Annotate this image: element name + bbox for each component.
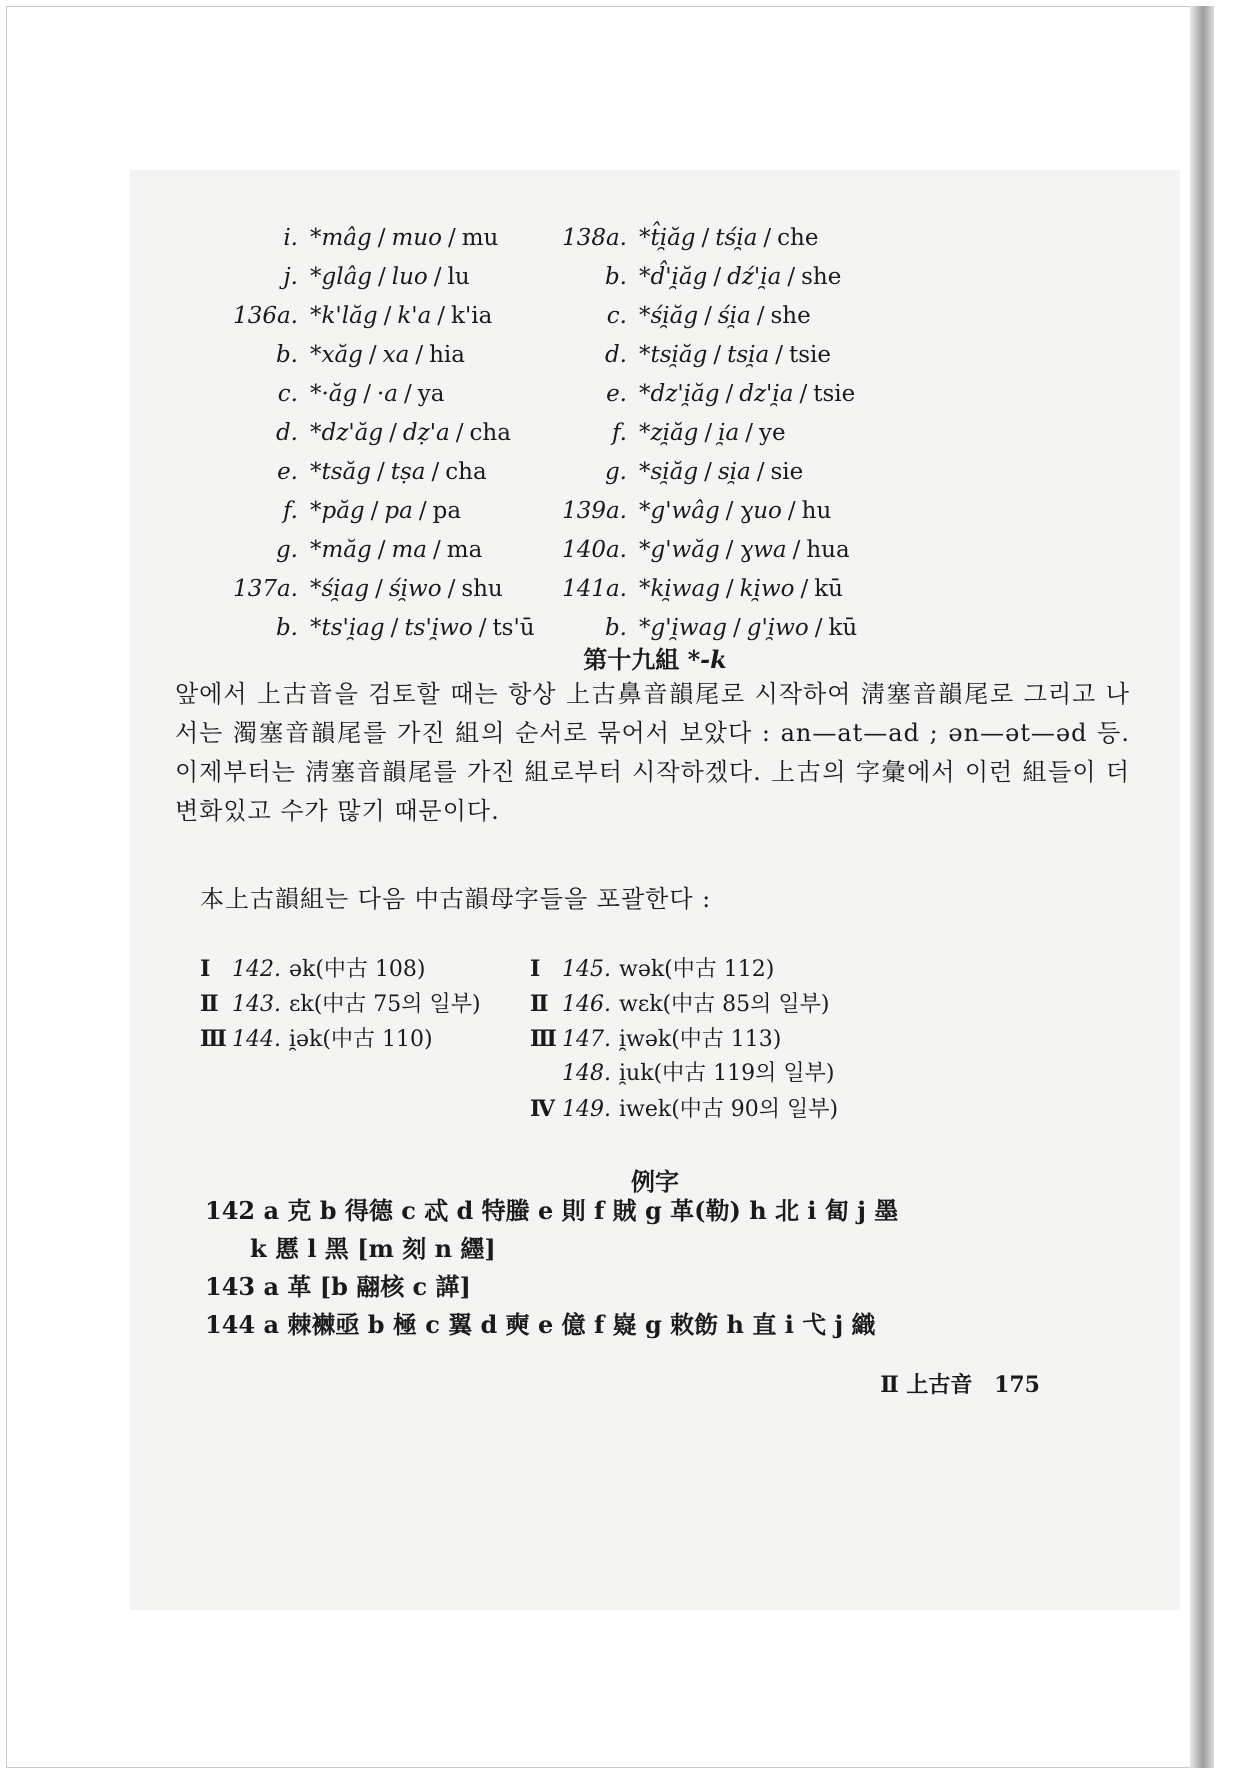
modern-form: sie [770,459,804,485]
ancient-form: g'i̯wo [746,615,809,641]
section-title-rec: *-k [687,645,727,674]
slash-separator: / [415,342,424,368]
final-text: ək(中古 108) [288,957,426,982]
slash-separator: / [725,381,734,407]
slash-separator: / [377,537,386,563]
archaic-form: *mâg [310,225,372,251]
page-edge-shadow [1190,6,1214,1768]
slash-separator: / [704,459,712,485]
archaic-form: *si̯ăg [639,459,699,485]
rhyme-final-item [200,1022,433,1056]
slash-separator: / [390,615,399,641]
final-number: 146. [562,992,611,1017]
entry-label: g. [604,459,627,485]
slash-separator: / [363,381,371,407]
modern-form: kū [828,615,858,641]
slash-separator: / [375,576,383,602]
ancient-form: luo [391,264,428,290]
slash-separator: / [377,225,386,251]
modern-form: pa [432,498,462,524]
slash-separator: / [725,537,734,563]
rhyme-final-item [530,952,774,986]
modern-form: shu [461,576,503,602]
entry-label: d. [604,342,627,368]
slash-separator: / [478,615,487,641]
archaic-form: *ts'i̯ag [310,615,385,641]
reconstruction-entry [170,298,492,334]
slash-separator: / [787,264,796,290]
entry-label: f. [611,420,627,446]
entry-label: 137a. [233,576,298,602]
ancient-form: ma [391,537,428,563]
final-text: iwek(中古 90의 일부) [618,1097,839,1122]
archaic-form: *śi̯ag [310,576,370,602]
entry-label: c. [606,303,627,329]
slash-separator: / [701,225,710,251]
rhyme-final-item [200,987,481,1021]
slash-separator: / [431,459,440,485]
slash-separator: / [370,498,379,524]
reconstruction-entry [170,454,487,490]
ancient-form: muo [391,225,442,251]
ancient-form: ts'i̯wo [404,615,473,641]
archaic-form: *g'i̯wag [639,615,728,641]
archaic-form: *ki̯wag [639,576,720,602]
modern-form: ts'ū [492,615,535,641]
reconstruction-entry [535,220,818,256]
reconstruction-entry [535,259,841,295]
modern-form: k'ia [451,303,493,329]
entry-label: b. [604,615,627,641]
archaic-form: *·ăg [310,381,358,407]
division-marker: Ⅲ [200,1026,227,1052]
final-text: wɛk(中古 85의 일부) [618,992,830,1017]
slash-separator: / [433,264,442,290]
slash-separator: / [368,342,377,368]
modern-form: tsie [813,381,856,407]
reconstruction-entry [170,532,482,568]
modern-form: tsie [788,342,831,368]
archaic-form: *tsi̯ăg [639,342,708,368]
rhyme-final-item [530,1092,838,1126]
archaic-form: *păg [310,498,365,524]
modern-form: hua [806,537,850,563]
ancient-form: dẓ'a [402,420,450,446]
entry-label: c. [277,381,298,407]
modern-form: cha [445,459,487,485]
final-number: 149. [562,1097,611,1122]
slash-separator: / [389,420,397,446]
example-line-143: 143 a 革 [b 翮核 c 諽] [205,1272,471,1301]
slash-separator: / [800,576,809,602]
reconstruction-entry [535,571,843,607]
section-title-han: 第十九組 [583,645,680,674]
book-page [130,170,1180,1610]
body-paragraph: 앞에서 上古音을 검토할 때는 항상 上古鼻音韻尾로 시작하여 淸塞音韻尾로 그리고 나서는 濁塞音韻尾를 가진 組의 순서로 묶어서 보았다 : an—at—ad ; ən—ət—əd 등. 이제부터는 淸塞音韻尾를 가진 組로부터 시작하겠다. 上古의 字彙에서 이런 組들이 더 변화있고 수가 많기 때문이다. [175,680,1130,825]
final-number: 142. [232,957,281,982]
slash-separator: / [787,498,796,524]
section-heading [130,640,1180,675]
slash-separator: / [447,576,456,602]
slash-separator: / [713,264,722,290]
ancient-form: si̯a [717,459,751,485]
archaic-form: *dz'i̯ăg [639,381,720,407]
reconstruction-entry [535,493,831,529]
division-marker: Ⅱ [530,991,549,1017]
entry-label: 136a. [233,303,298,329]
entry-label: 140a. [562,537,627,563]
final-text: ɛk(中古 75의 일부) [288,992,481,1017]
slash-separator: / [775,342,783,368]
slash-separator: / [792,537,801,563]
modern-form: ya [417,381,445,407]
archaic-form: *dz'ăg [310,420,384,446]
page-footer [880,1368,1040,1399]
reconstruction-entry [535,337,831,373]
archaic-form: *t̂i̯ăg [639,225,696,251]
final-text: i̯ək(中古 110) [288,1027,433,1052]
entry-label: i. [283,225,298,251]
entry-label: b. [604,264,627,290]
archaic-form: *g'wâg [639,498,720,524]
slash-separator: / [404,381,412,407]
example-line-144: 144 a 棘襋亟 b 極 c 翼 d 奭 e 億 f 嶷 g 敕飭 h 直 i 弋 j 織 [205,1310,876,1339]
example-line-142: 142 a 克 b 得德 c 忒 d 特螣 e 則 f 賊 g 革(勒) h 北 i 匐 j 墨 [205,1196,899,1225]
reconstruction-entry [535,454,803,490]
reconstruction-entry [170,376,445,412]
final-number: 148. [562,1061,611,1086]
slash-separator: / [756,459,765,485]
reconstruction-entry [535,532,850,568]
rhyme-final-item [530,987,829,1021]
slash-separator: / [455,420,464,446]
archaic-form: *măg [310,537,372,563]
slash-separator: / [756,303,765,329]
final-number: 145. [562,957,611,982]
archaic-form: *d̂'i̯ăg [639,264,708,290]
ancient-form: śi̯wo [388,576,442,602]
intro-line: 本上古韻組는 다음 中古韻母字들을 포괄한다 : [200,885,712,913]
ancient-form: xa [382,342,410,368]
division-marker: Ⅱ [200,991,219,1017]
archaic-form: *glâg [310,264,373,290]
ancient-form: i̯a [718,420,740,446]
modern-form: ma [446,537,483,563]
ancient-form: pa [384,498,413,524]
slash-separator: / [376,459,385,485]
slash-separator: / [437,303,446,329]
slash-separator: / [447,225,456,251]
archaic-form: *zi̯ăg [639,420,699,446]
final-number: 143. [232,992,281,1017]
slash-separator: / [383,303,392,329]
ancient-form: ɣuo [739,498,782,524]
final-text: i̯wək(中古 113) [618,1027,782,1052]
final-text: i̯uk(中古 119의 일부) [618,1061,835,1086]
modern-form: che [777,225,819,251]
reconstruction-entry [170,415,511,451]
division-marker: Ⅰ [530,956,541,982]
slash-separator: / [704,303,712,329]
slash-separator: / [704,420,713,446]
ancient-form: ɣwa [739,537,787,563]
modern-form: hia [429,342,465,368]
slash-separator: / [378,264,386,290]
entry-label: e. [277,459,298,485]
ancient-form: tśi̯a [715,225,758,251]
final-number: 144. [232,1027,281,1052]
reconstruction-entry [170,259,470,295]
page-number: 175 [994,1372,1040,1398]
reconstruction-entry [170,571,503,607]
reconstruction-entry [170,493,461,529]
ancient-form: k'a [397,303,432,329]
reconstruction-entry [170,220,498,256]
examples-title: 例字 [631,1167,679,1196]
reconstruction-entry [535,376,855,412]
slash-separator: / [433,537,441,563]
modern-form: kū [814,576,843,602]
ancient-form: dz'i̯a [739,381,794,407]
final-text: wək(中古 112) [618,957,775,982]
archaic-form: *g'wăg [639,537,720,563]
slash-separator: / [725,576,734,602]
modern-form: hu [801,498,832,524]
modern-form: cha [469,420,511,446]
slash-separator: / [713,342,722,368]
entry-label: f. [282,498,298,524]
reconstruction-entry [170,337,465,373]
entry-label: b. [275,342,298,368]
modern-form: she [801,264,842,290]
final-number: 147. [562,1027,611,1052]
slash-separator: / [733,615,741,641]
division-marker: Ⅳ [530,1096,555,1122]
entry-label: 139a. [562,498,627,524]
rhyme-final-item [530,1022,781,1056]
rhyme-final-item [200,952,426,986]
ancient-form: śi̯a [717,303,751,329]
entry-label: j. [283,264,298,290]
archaic-form: *tsăg [310,459,371,485]
entry-label: b. [275,615,298,641]
archaic-form: *śi̯ăg [639,303,699,329]
ancient-form: ·a [377,381,399,407]
modern-form: mu [461,225,499,251]
modern-form: ye [759,420,786,446]
entry-label: 138a. [562,225,627,251]
archaic-form: *xăg [310,342,363,368]
ancient-form: ki̯wo [739,576,795,602]
entry-label: e. [606,381,627,407]
division-marker: Ⅰ [200,956,211,982]
slash-separator: / [418,498,427,524]
reconstruction-entry [535,415,786,451]
entry-label: d. [275,420,298,446]
archaic-form: *k'lăg [310,303,378,329]
ancient-form: tsi̯a [727,342,770,368]
rhyme-final-item [530,1057,834,1091]
slash-separator: / [799,381,808,407]
ancient-form: dź'i̯a [727,264,782,290]
division-marker: Ⅲ [530,1026,557,1052]
ancient-form: tṣa [390,459,426,485]
slash-separator: / [725,498,734,524]
entry-label: 141a. [562,576,627,602]
footer-part: Ⅱ 上古音 [880,1372,973,1398]
example-line-142-cont: k 慝 l 黑 [m 刻 n 纆] [250,1234,496,1263]
modern-form: lu [447,264,470,290]
modern-form: she [770,303,811,329]
slash-separator: / [745,420,753,446]
slash-separator: / [763,225,772,251]
entry-label: g. [275,537,298,563]
slash-separator: / [814,615,823,641]
reconstruction-entry [535,298,811,334]
